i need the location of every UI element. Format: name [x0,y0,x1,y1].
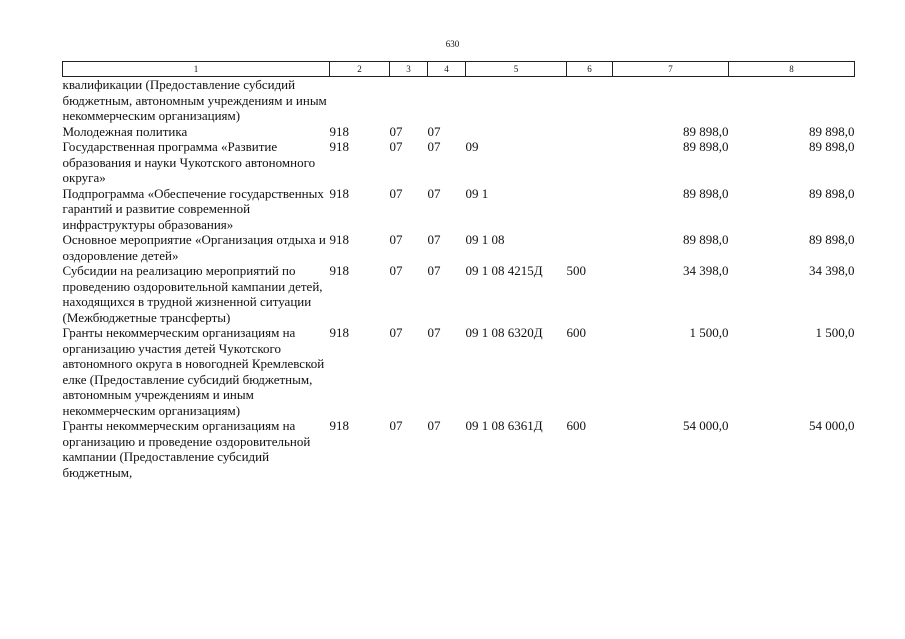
row-target-code: 09 [465,139,479,154]
row-name: Молодежная политика [62,123,188,139]
row-expense-type: 500 [566,263,586,278]
header-col-8: 8 [729,62,855,77]
header-col-3: 3 [390,62,428,77]
row-amount-1 [613,77,729,124]
row-expense-type: 600 [566,418,586,433]
row-expense-type [567,77,613,124]
header-col-5: 5 [466,62,567,77]
table-row [63,418,855,480]
row-section: 07 [389,418,403,433]
row-target-code: 09 1 08 6361Д [465,418,543,433]
row-name: Субсидии на реализацию мероприятий по проведению оздоровительной кампании детей, находящихся в трудной жизненной ситуации (Межбюджетные трансферты) [62,263,323,325]
row-name: Гранты некоммерческим организациям на организацию участия детей Чукотского автономного округа в новогодней Кремлевской елке (Предоставление субсидий бюджетным, автономным учреждениям и иным некоммерческим организациям) [62,325,325,418]
row-name: Гранты некоммерческим организациям на организацию и проведение оздоровительной кампании (Предоставление субсидий бюджетным, [62,418,311,480]
row-section [390,77,428,124]
row-amount-1: 89 898,0 [683,185,729,201]
row-admin-code: 918 [329,123,349,139]
row-section: 07 [389,325,403,340]
row-amount-2 [729,77,855,124]
header-col-1: 1 [63,62,330,77]
row-target-code: 09 1 08 6320Д [465,325,543,340]
row-expense-type [567,139,613,186]
header-col-2: 2 [330,62,390,77]
row-target-code: 09 1 08 4215Д [465,263,543,278]
header-col-6: 6 [567,62,613,77]
row-amount-2: 89 898,0 [809,232,855,247]
row-expense-type [567,186,613,233]
row-amount-1: 89 898,0 [683,139,729,154]
row-amount-2: 89 898,0 [809,123,855,139]
row-subsection: 07 [427,232,441,247]
row-amount-1: 34 398,0 [683,263,729,278]
budget-table [62,61,855,480]
row-amount-2: 1 500,0 [815,325,855,340]
row-subsection: 07 [427,185,441,201]
row-name: Государственная программа «Развитие образования и науки Чукотского автономного округа» [62,139,316,185]
row-amount-1: 1 500,0 [689,325,729,340]
row-amount-2: 34 398,0 [809,263,855,278]
row-section: 07 [389,263,403,278]
row-name: Основное мероприятие «Организация отдыха и оздоровление детей» [62,232,326,263]
header-row [63,62,855,77]
row-amount-2: 54 000,0 [809,418,855,433]
table-row [63,186,855,233]
row-name: Подпрограмма «Обеспечение государственных гарантий и развитие современной инфраструктуры образования» [62,185,324,232]
row-subsection: 07 [427,139,441,154]
row-target-code: 09 1 08 [465,232,505,247]
row-section: 07 [389,232,403,247]
row-subsection: 07 [427,325,441,340]
row-admin-code: 918 [329,185,349,201]
table-body [63,77,855,481]
table-header [63,62,855,77]
row-amount-2: 89 898,0 [809,185,855,201]
row-expense-type [567,124,613,140]
row-amount-1: 54 000,0 [683,418,729,433]
row-amount-1: 89 898,0 [683,232,729,247]
row-subsection: 07 [427,263,441,278]
row-amount-2: 89 898,0 [809,139,855,154]
header-col-4: 4 [428,62,466,77]
row-admin-code: 918 [329,325,349,340]
table-row [63,232,855,263]
row-admin-code [330,77,390,124]
row-section: 07 [389,139,403,154]
row-expense-type [567,232,613,263]
row-admin-code: 918 [329,263,349,278]
header-col-7: 7 [613,62,729,77]
row-admin-code: 918 [329,418,349,433]
row-subsection: 07 [427,418,441,433]
row-subsection: 07 [427,123,441,139]
table-row [63,139,855,186]
row-target-code [466,77,567,124]
row-subsection [428,77,466,124]
row-admin-code: 918 [329,139,349,154]
row-target-code [466,124,567,140]
table-row [63,77,855,124]
row-amount-1: 89 898,0 [683,123,729,139]
row-target-code: 09 1 [465,185,489,201]
row-expense-type: 600 [566,325,586,340]
table-row [63,325,855,418]
row-section: 07 [389,185,403,201]
page-number: 630 [445,39,460,49]
row-name: квалификации (Предоставление субсидий бюджетным, автономным учреждениям и иным некоммерческим организациям) [62,77,327,123]
table-row [63,263,855,325]
table-row [63,124,855,140]
row-admin-code: 918 [329,232,349,247]
row-section: 07 [389,123,403,139]
